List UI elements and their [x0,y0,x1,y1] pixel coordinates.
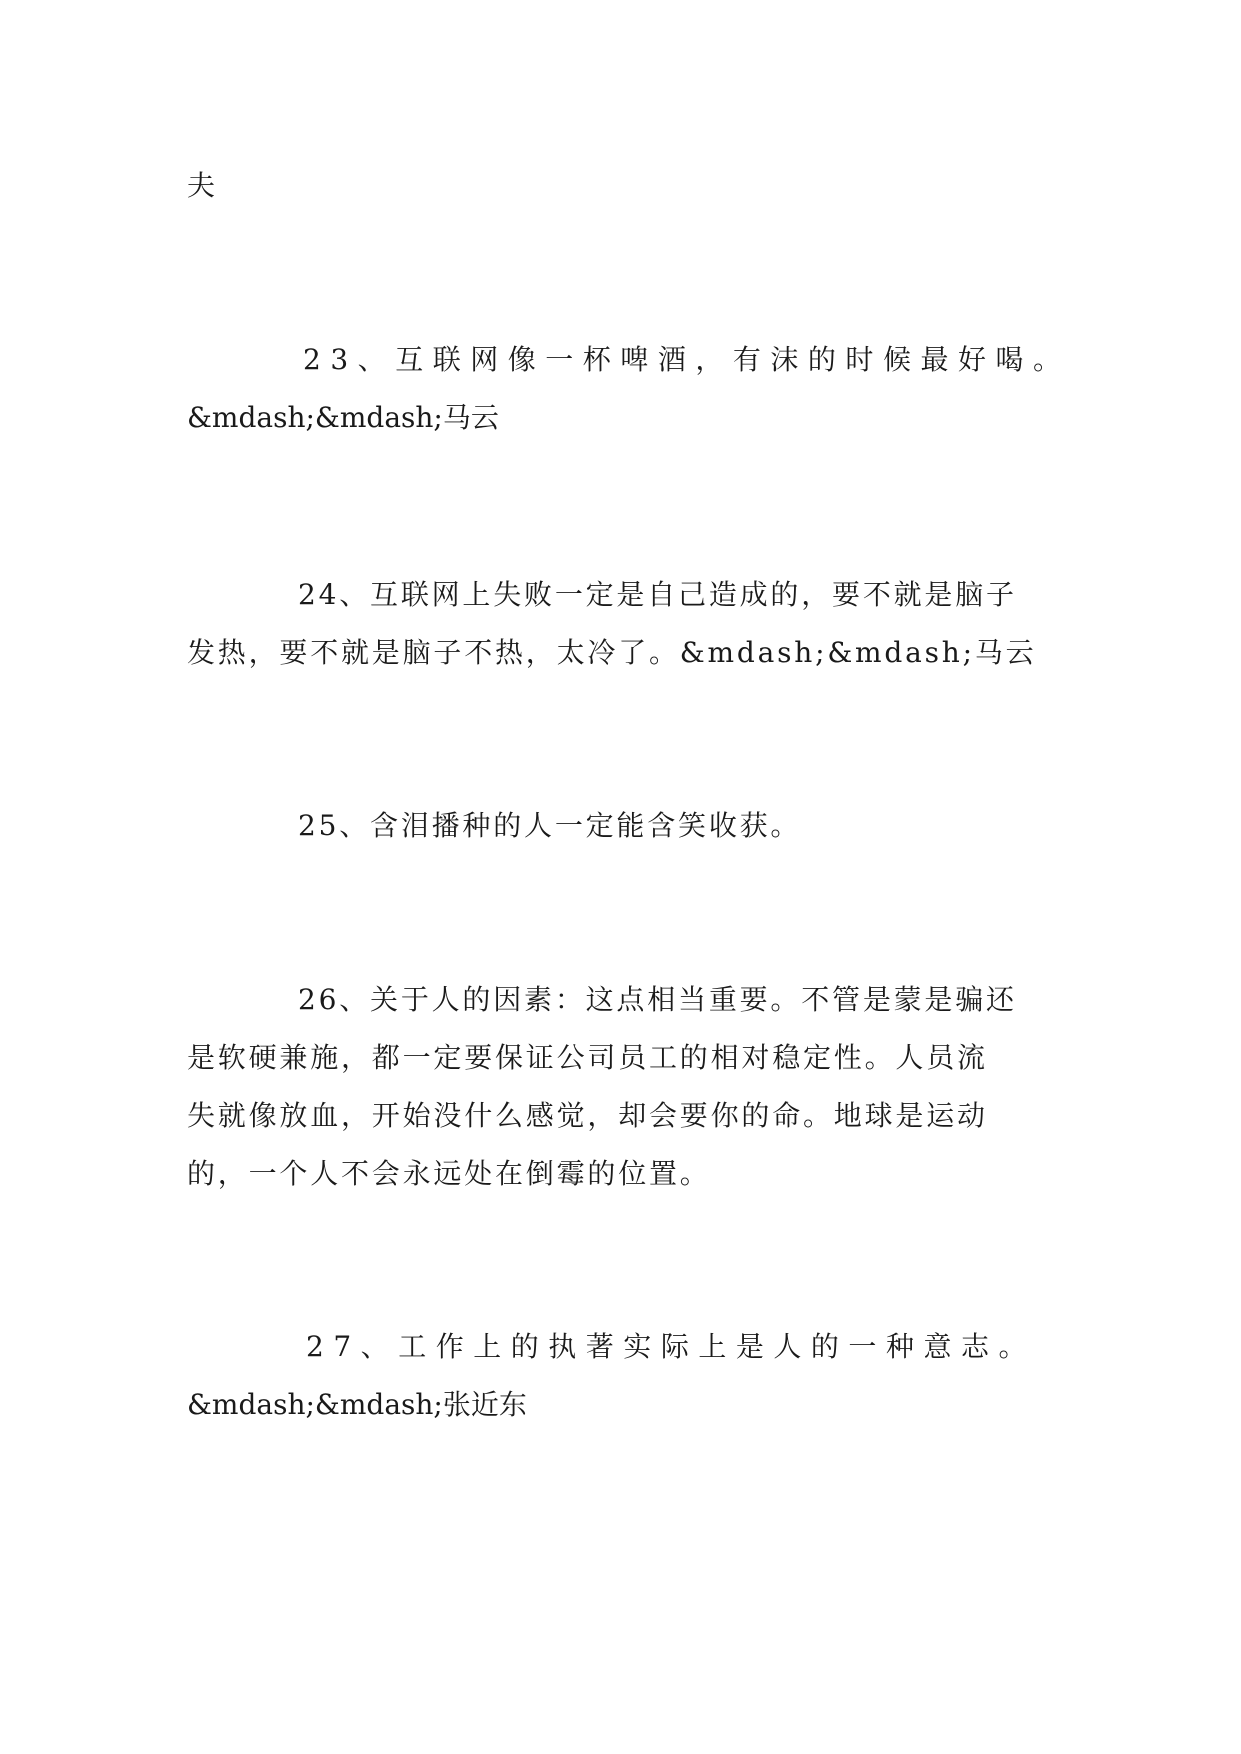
paragraph-26-line-2: 是软硬兼施，都一定要保证公司员工的相对稳定性。人员流 [187,1041,988,1074]
paragraph-24-line-1: 24、互联网上失败一定是自己造成的，要不就是脑子 [298,578,1017,611]
paragraph-23-line-1: 23、互联网像一杯啤酒，有沫的时候最好喝。 [303,343,1071,376]
paragraph-26-line-4: 的，一个人不会永远处在倒霉的位置。 [187,1157,711,1190]
paragraph-26-line-3: 失就像放血，开始没什么感觉，却会要你的命。地球是运动 [187,1099,988,1132]
paragraph-27-line-2: &mdash;&mdash;张近东 [187,1388,527,1421]
paragraph-24-line-2: 发热，要不就是脑子不热，太冷了。&mdash;&mdash;马云 [187,636,1037,669]
paragraph-25-line-1: 25、含泪播种的人一定能含笑收获。 [298,809,802,842]
paragraph-26-line-1: 26、关于人的因素：这点相当重要。不管是蒙是骗还 [298,983,1017,1016]
paragraph-27-line-1: 27、工作上的执著实际上是人的一种意志。 [306,1330,1037,1363]
paragraph-23-line-2: &mdash;&mdash;马云 [187,401,499,434]
paragraph-22-line-1: 夫 [187,169,216,202]
